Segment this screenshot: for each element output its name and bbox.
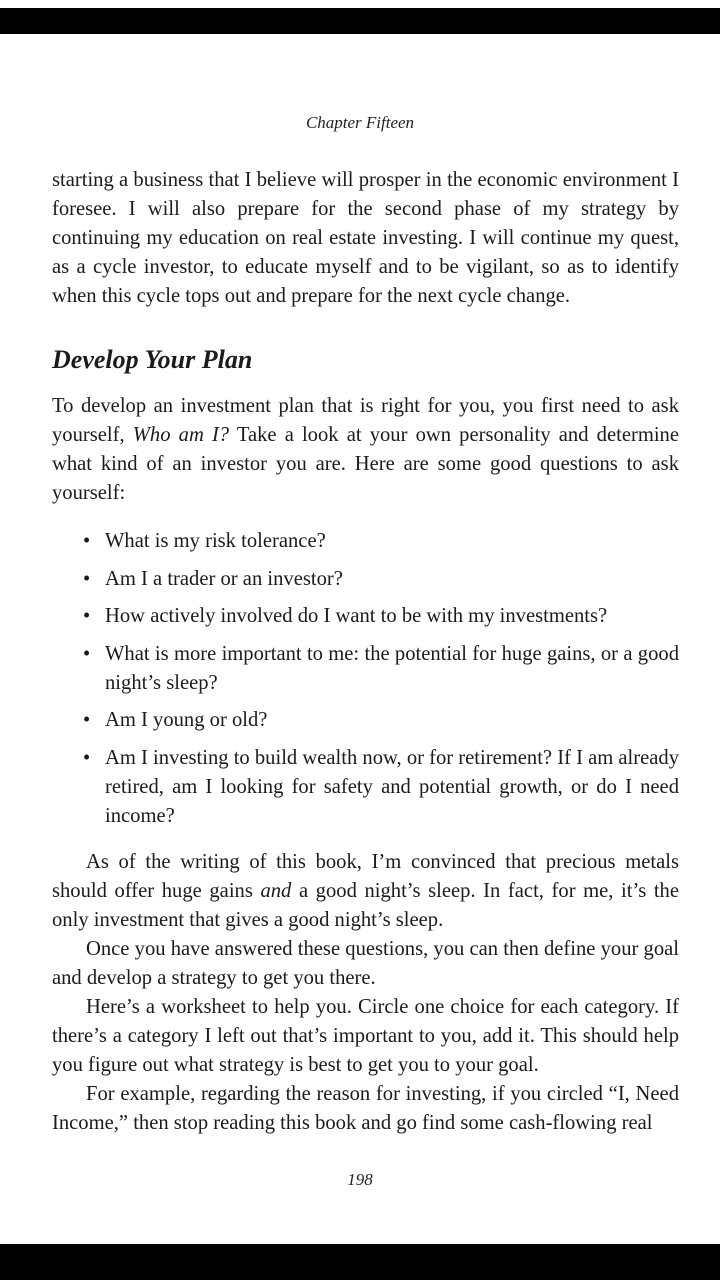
list-item-text: Am I a trader or an investor? — [105, 567, 343, 590]
bullet-dot: • — [83, 709, 91, 731]
answered-paragraph: Once you have answered these questions, you can then define your goal and develop a strategy to get you there. — [52, 937, 679, 989]
worksheet-paragraph: Here’s a worksheet to help you. Circle one choice for each category. If there’s a category I left out that’s important to you, add it. This should help you figure out what strategy is best to get you to your goal. — [52, 995, 679, 1076]
metals-text-end: a good night’s sleep. In fact, for me, it’s the only investment that gives a good night’s sleep. — [52, 879, 679, 931]
plan-text-italic: Who am I? — [132, 424, 230, 446]
metals-text-start: As of the writing of this book, I’m convinced that precious metals should offer huge gains — [52, 850, 679, 902]
list-item — [52, 602, 679, 631]
bullet-dot: • — [83, 746, 91, 769]
bullet-dot: • — [83, 605, 91, 627]
list-item-text: How actively involved do I want to be with my investments? — [105, 605, 608, 627]
question-list — [52, 527, 679, 831]
plan-paragraph — [52, 392, 679, 508]
list-item — [52, 640, 679, 698]
list-item — [52, 706, 679, 735]
running-head: Chapter Fifteen — [305, 113, 415, 132]
intro-paragraph: starting a business that I believe will prosper in the economic environment I foresee. I will also prepare for the second phase of my strategy by continuing my education on real estate investing. I will continue my quest, as a cycle investor, to educate myself and to be vigilant, so as to identify when this cycle tops out and prepare for the next cycle change. — [52, 169, 679, 307]
list-item — [52, 565, 679, 594]
list-item-text: Am I young or old? — [105, 709, 268, 731]
bullet-dot: • — [83, 642, 91, 665]
list-item-text: What is more important to me: the potential for huge gains, or a good night’s sleep? — [105, 642, 679, 694]
list-item — [52, 744, 679, 831]
list-item-text: What is my risk tolerance? — [105, 530, 326, 552]
page-number: 198 — [347, 1170, 373, 1189]
example-paragraph: For example, regarding the reason for investing, if you circled “I, Need Income,” then stop reading this book and go find some cash-flowing real — [52, 1082, 679, 1134]
bottom-black-bar — [0, 1244, 720, 1280]
plan-text-start: To develop an investment plan that is right for you, you first need to ask yourself, — [52, 395, 679, 446]
list-item — [52, 527, 679, 556]
top-black-bar — [0, 8, 720, 34]
section-heading: Develop Your Plan — [52, 345, 253, 374]
bullet-dot: • — [83, 567, 91, 590]
metals-paragraph — [52, 848, 679, 935]
list-item-text: Am I investing to build wealth now, or for retirement? If I am already retired, am I looking for safety and potential growth, or do I need income? — [105, 746, 679, 827]
bullet-dot: • — [83, 530, 91, 552]
page-body — [52, 166, 679, 1138]
plan-text-end: Take a look at your own personality and determine what kind of an investor you are. Here are some good questions to ask yourself: — [52, 424, 679, 504]
metals-text-italic: and — [260, 879, 292, 902]
